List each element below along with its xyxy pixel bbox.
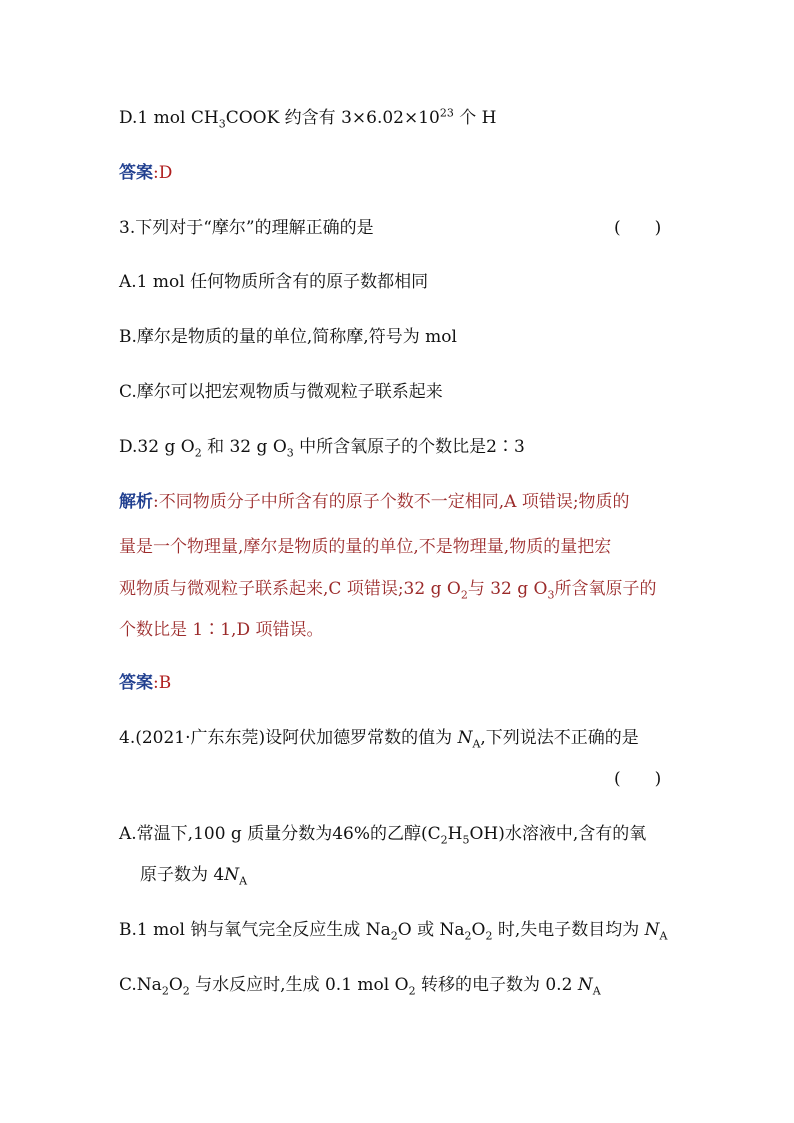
question-3-stem: 3.下列对于“摩尔”的理解正确的是 (119, 218, 374, 238)
analysis-line-3: 观物质与微观粒子联系起来,C 项错误;32 g $O_2$与 32 g $O_3$所含氧原子的 (119, 579, 657, 602)
question-3-paren: ( ) (614, 218, 662, 238)
answer-value: D (158, 163, 173, 183)
question-4-option-c: $C.Na_2O_2$ 与水反应时,生成 0.1 mol $O_2$ 转移的电子数为 0.2 $N_A$ (119, 975, 601, 998)
question-3-option-d: D.32 g $O_2$ 和 32 g $O_3$ 中所含氧原子的个数比是2∶3 (119, 437, 525, 460)
question-3-option-b: B.摩尔是物质的量的单位,简称摩,符号为 mol (119, 327, 457, 347)
answer-label: 答案 (119, 673, 153, 693)
question-4-option-a-line-1: A.常温下,100 g 质量分数为46%的乙醇$(C_2H_5OH)$水溶液中,含有的氧 (119, 824, 647, 847)
analysis-line-1: 解析:不同物质分子中所含有的原子个数不一定相同,A 项错误;物质的 (119, 492, 630, 512)
question-4-option-b: B.1 mol 钠与氧气完全反应生成 $Na_2O$ 或 $Na_2O_2$ 时,失电子数目均为 $N_A$ (119, 920, 668, 943)
question-3-option-a: A.1 mol 任何物质所含有的原子数都相同 (119, 272, 429, 292)
analysis-label: 解析 (119, 492, 153, 512)
answer-2: 答案:B (119, 673, 172, 693)
analysis-line-4: 个数比是 1∶1,D 项错误。 (119, 620, 324, 640)
answer-1: 答案:D (119, 163, 173, 183)
question-4-stem: 4.(2021·广东东莞)设阿伏加德罗常数的值为 $N_A$,下列说法不正确的是 (119, 728, 639, 751)
question-4-option-a-line-2: 原子数为 $4N_A$ (140, 865, 248, 888)
option-d-previous: D.1 mol $CH_3COOK$ 约含有 $3\times 6.02\times 10^{23}$ 个 H (119, 106, 497, 131)
analysis-line-2: 量是一个物理量,摩尔是物质的量的单位,不是物理量,物质的量把宏 (119, 537, 612, 557)
answer-value: B (158, 673, 172, 693)
answer-label: 答案 (119, 163, 153, 183)
question-3-option-c: C.摩尔可以把宏观物质与微观粒子联系起来 (119, 382, 443, 402)
question-4-paren: ( ) (614, 769, 662, 789)
